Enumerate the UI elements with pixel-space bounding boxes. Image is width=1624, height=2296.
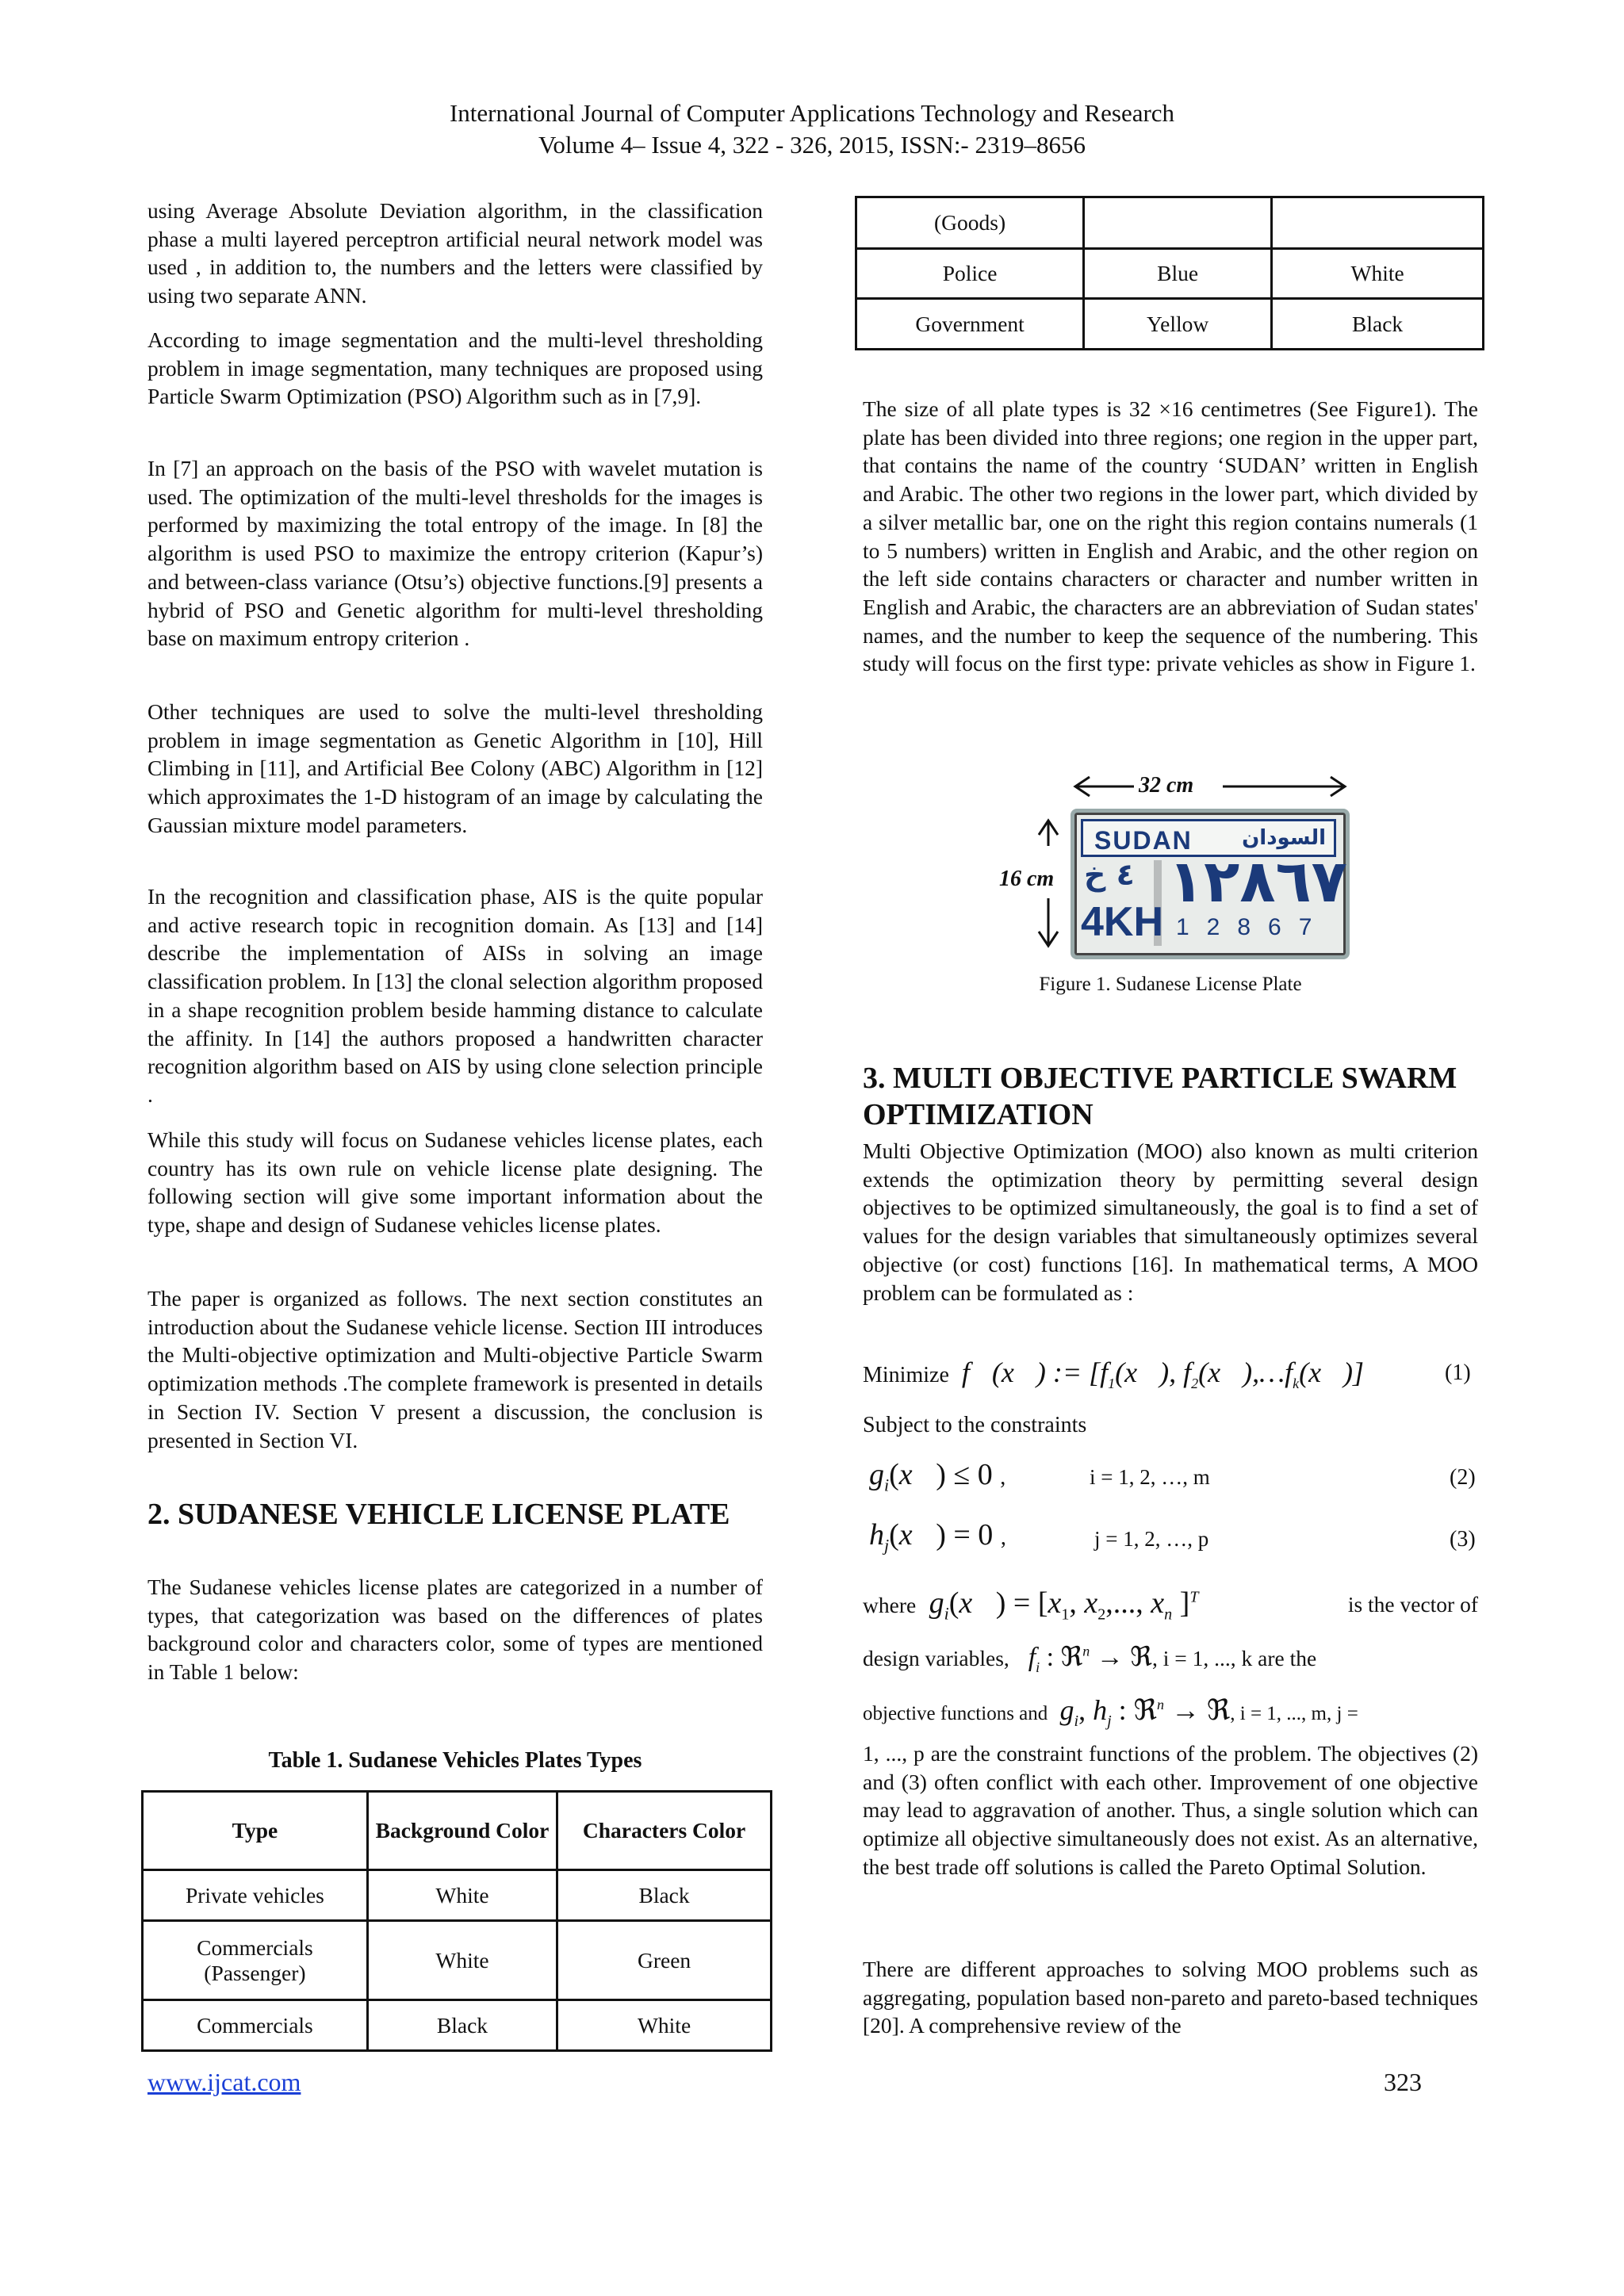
plate-number-en: 12867 <box>1176 914 1330 940</box>
paragraph: In the recognition and classification phase, AIS is the quite popular and active research topic in recognition domain. As [13] and [14] describe the implementation of AISs in solving an image classification problem. In [13] the clonal selection algorithm proposed in a shape recognition problem beside hamming distance to calculate the affinity. In [14] the authors proposed a handwritten character recognition algorithm based on AIS by using clone selection principle . <box>147 884 763 1107</box>
table-row <box>856 299 1484 350</box>
constraints-label: Subject to the constraints <box>863 1413 1087 1437</box>
plate-state-ar: ٤ خ <box>1084 857 1135 892</box>
table-cell: Black <box>367 2000 557 2051</box>
height-label: 16 cm <box>999 867 1055 891</box>
table-cell: White <box>367 1921 557 2000</box>
journal-url-link[interactable]: www.ijcat.com <box>147 2068 301 2096</box>
table-row <box>143 2000 772 2051</box>
license-plate-image <box>1071 809 1350 959</box>
table-cell: Black <box>557 1870 772 1921</box>
where-line: where $g_i(x⃗) = [x_1$, $x_2$,..., $x_n$ ]$^T$ is the vector of <box>863 1586 1478 1624</box>
text: objective functions and <box>863 1703 1048 1724</box>
paragraph: In [7] an approach on the basis of the PSO with wavelet mutation is used. The optimization of the multi-level thresholds for the images is performed by maximizing the total entropy of the image. In [8] the algorithm is used PSO to maximize the entropy criterion (Kapur’s) and between-class variance (Otsu’s) objective functions.[9] presents a hybrid of PSO and Genetic algorithm for multi-level thresholding base on maximum entropy criterion . <box>147 456 763 651</box>
equation-number: (1) <box>1445 1360 1471 1385</box>
table-cell: (Goods) <box>856 197 1084 249</box>
width-label: 32 cm <box>1139 773 1194 798</box>
table-cell: White <box>367 1870 557 1921</box>
table-cell: Yellow <box>1084 299 1272 350</box>
equation-3: $h_j(x⃗) = 0$ , <box>869 1518 1006 1556</box>
table-cell: White <box>1272 249 1484 299</box>
paragraph: The paper is organized as follows. The next section constitutes an introduction about the Sudanese vehicle license. Section III introduces the Multi-objective optimization and Multi-objective Particle Swarm optimization methods .The complete framework is presented in details in Section IV. Section V present a discussion, the conclusion is presented in Section VI. <box>147 1286 763 1452</box>
equation-range: j = 1, 2, …, p <box>1094 1527 1209 1551</box>
plate-country-ar: السودان <box>1242 826 1326 850</box>
table-caption: Table 1. Sudanese Vehicles Plates Types <box>268 1748 642 1773</box>
equation-number: (3) <box>1450 1527 1476 1552</box>
plate-state-en: 4KH <box>1081 899 1164 945</box>
objfun-line: objective functions and $g_i$, $h_j$ : ℜ$^n$ → ℜ, i = 1, ..., m, j = <box>863 1694 1358 1731</box>
equation-label: Minimize <box>863 1363 949 1387</box>
paragraph: The Sudanese vehicles license plates are categorized in a number of types, that categorization was based on the differences of plates background color and characters color, some of types are mentioned in Table 1 below: <box>147 1575 763 1685</box>
journal-volume: Volume 4– Issue 4, 322 - 326, 2015, ISSN:- 2319–8656 <box>538 131 1086 159</box>
journal-title: International Journal of Computer Applications Technology and Research <box>449 99 1175 127</box>
table-cell: Private vehicles <box>143 1870 368 1921</box>
table-row <box>143 1870 772 1921</box>
table-cell: Blue <box>1084 249 1272 299</box>
table-row <box>143 1921 772 2000</box>
design-vars-line: design variables, $f_i$ : ℜ$^n$ → ℜ, i = 1, ..., k are the <box>863 1643 1317 1675</box>
table-row <box>856 249 1484 299</box>
table-cell: Police <box>856 249 1084 299</box>
paragraph: Other techniques are used to solve the multi-level thresholding problem in image segmentation as Genetic Algorithm in [10], Hill Climbing in [11], and Artificial Bee Colony (ABC) Algorithm in [12] which approximates the 1-D histogram of an image by calculating the Gaussian mixture model parameters. <box>147 699 763 837</box>
paragraph: While this study will focus on Sudanese vehicles license plates, each country has its own rule on vehicle license plate designing. The following section will give some important information about the type, shape and design of Sudanese vehicles license plates. <box>147 1127 763 1238</box>
equation-range: i = 1, 2, …, m <box>1090 1465 1210 1489</box>
equation-2: $g_i(x⃗) \le 0$ , <box>869 1458 1006 1495</box>
table-cell: White <box>557 2000 772 2051</box>
text: design variables, <box>863 1646 1009 1670</box>
paragraph: Multi Objective Optimization (MOO) also known as multi criterion extends the optimization theory by permitting several design objectives to be optimized simultaneously, the goal is to find a set of values for the design variables that simultaneously optimizes several objective (or cost) functions [16]. In mathematical terms, A MOO problem can be formulated as : <box>863 1138 1478 1305</box>
table-row <box>856 197 1484 249</box>
table-header-cell: Background Color <box>367 1792 557 1870</box>
table-cell: Black <box>1272 299 1484 350</box>
equation-number: (2) <box>1450 1465 1476 1490</box>
plate-number-ar: ١٢٨٦٧ <box>1168 848 1347 916</box>
table-header-cell: Characters Color <box>557 1792 772 1870</box>
table-cell: Commercials <box>143 2000 368 2051</box>
paragraph: using Average Absolute Deviation algorithm, in the classification phase a multi layered perceptron artificial neural network model was used , in addition to, the numbers and the letters were classified by using two separate ANN. <box>147 198 763 308</box>
section-heading: 3. MULTI OBJECTIVE PARTICLE SWARM OPTIMIZATION <box>863 1062 1457 1131</box>
page-number: 323 <box>1384 2068 1422 2096</box>
paragraph: The size of all plate types is 32 ×16 centimetres (See Figure1). The plate has been divided into three regions; one region in the upper part, that contains the name of the country ‘SUDAN’ written in English and Arabic. The other two regions in the lower part, which divided by a silver metallic bar, one on the right this region contains numerals (1 to 5 numbers) written in English and Arabic, and the other region on the left side contains characters or character and number written in English and Arabic, the characters are an abbreviation of Sudan states' names, and the number to keep the sequence of the numbering. This study will focus on the first type: private vehicles as show in Figure 1. <box>863 396 1478 676</box>
table-cell: Commercials (Passenger) <box>143 1921 368 2000</box>
paragraph: There are different approaches to solving MOO problems such as aggregating, population based non-pareto and pareto-based techniques [20]. A comprehensive review of the <box>863 1957 1478 2038</box>
text: , i = 1, ..., m, j = <box>1230 1703 1358 1724</box>
table-header-row <box>143 1792 772 1870</box>
text: , i = 1, ..., k are the <box>1151 1646 1317 1670</box>
plate-country-en: SUDAN <box>1094 826 1193 855</box>
figure-caption: Figure 1. Sudanese License Plate <box>1039 974 1302 995</box>
section-heading: 2. SUDANESE VEHICLE LICENSE PLATE <box>147 1498 730 1531</box>
table-cell <box>1272 197 1484 249</box>
table-cell: Government <box>856 299 1084 350</box>
equation-1 <box>863 1356 1364 1392</box>
text: where <box>863 1593 917 1617</box>
table-header-cell: Type <box>143 1792 368 1870</box>
paragraph: According to image segmentation and the multi-level thresholding problem in image segmentation, many techniques are proposed using Particle Swarm Optimization (PSO) Algorithm such as in [7,9]. <box>147 327 763 409</box>
text: is the vector of <box>1347 1592 1478 1617</box>
paragraph: 1, ..., p are the constraint functions of the problem. The objectives (2) and (3) often conflict with each other. Improvement of one objective may lead to aggravation of another. Thus, a single solution which can optimize all objective simultaneously does not exist. As an alternative, the best trade off solutions is called the Pareto Optimal Solution. <box>863 1741 1478 1879</box>
table-cell: Green <box>557 1921 772 2000</box>
equation-body: f⃗(x⃗) := [$f_1(x⃗)$, $f_2(x⃗),\dots f_k(x⃗)$] <box>954 1357 1365 1392</box>
plate-types-table <box>141 1790 772 2052</box>
plate-types-table-continued <box>855 196 1484 350</box>
table-cell <box>1084 197 1272 249</box>
